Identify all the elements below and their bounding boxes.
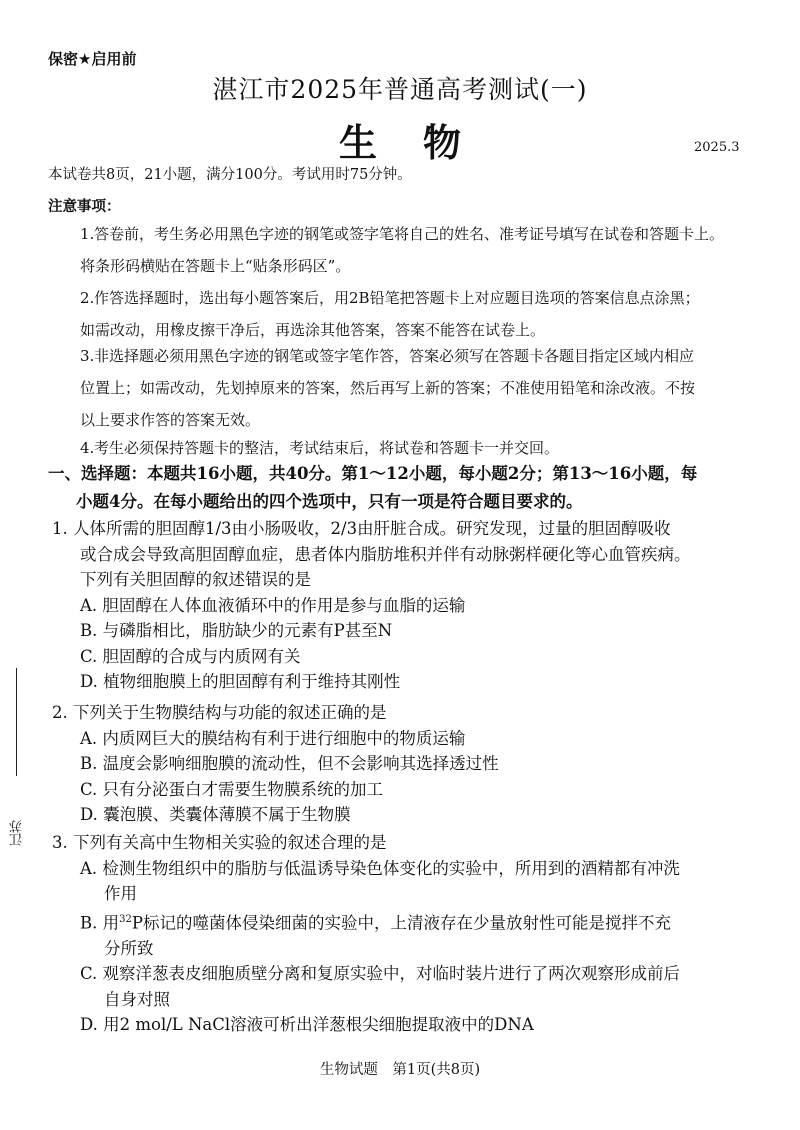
question-3: 3. 下列有关高中生物相关实验的叙述合理的是 A. 检测生物组织中的脂肪与低温诱导染色体变化的实验中，所用到的酒精都有冲洗 作用 B. 用$^{32}$P标记的噬菌体侵染细菌的实验中，上清液存在少量放射性可能是搅拌不充 分所致 C. 观察洋葱表皮细胞质壁分离和复原实验中，对临时装片进行了两次观察形成前后 自身对照 D. 用2 mol/L NaCl溶液可析出洋葱根尖细胞提取液中的DNA — [52, 830, 752, 1038]
question-1: 1. 人体所需的胆固醇1/3由小肠吸收，2/3由肝脏合成。研究发现，过量的胆固醇吸收 或合成会导致高胆固醇血症，患者体内脂肪堆积并伴有动脉粥样硬化等心血管疾病。 下列有关胆固醇的叙述错误的是 A. 胆固醇在人体血液循环中的作用是参与血脂的运输 B. 与磷脂相比，脂肪缺少的元素有P甚至N C. 胆固醇的合成与内质网有关 D. 植物细胞膜上的胆固醇有利于维持其刚性 — [52, 516, 752, 695]
section-heading: 一、选择题：本题共16小题，共40分。第1～12小题，每小题2分；第13～16小题，每 小题4分。在每小题给出的四个选项中，只有一项是符合题目要求的。 — [48, 464, 698, 511]
note-item: 4.考生必须保持答题卡的整洁，考试结束后，将试卷和答题卡一并交回。 — [80, 439, 560, 457]
exam-title: 湛江市2025年普通高考测试(一) — [212, 75, 588, 104]
page-footer: 生物试题 第1页(共8页) — [319, 1062, 481, 1078]
option-d: D. 用2 mol/L NaCl溶液可析出洋葱根尖细胞提取液中的DNA — [80, 1015, 534, 1034]
option-d: D. 囊泡膜、类囊体薄膜不属于生物膜 — [80, 805, 351, 824]
note-item: 2.作答选择题时，选出每小题答案后，用2B铅笔把答题卡上对应题目选项的答案信息点涂黑； 如需改动，用橡皮擦干净后，再选涂其他答案，答案不能答在试卷上。 — [80, 289, 700, 339]
option-c: C. 胆固醇的合成与内质网有关 — [80, 646, 301, 666]
note-item: 3.非选择题必须用黑色字迹的钢笔或签字笔作答，答案必须写在答题卡各题目指定区域内相应 位置上；如需改动，先划掉原来的答案，然后再写上新的答案；不准使用铅笔和涂改液。不按 以上要求作答的答案无效。 — [80, 347, 696, 429]
subject-title: 生物 — [338, 120, 507, 165]
option-a: A. 内质网巨大的膜结构有利于进行细胞中的物质运输 — [80, 728, 466, 748]
exam-date: 2025.3 — [694, 140, 740, 155]
confidential-label: 保密★启用前 — [48, 50, 137, 68]
option-a: A. 检测生物组织中的脂肪与低温诱导染色体变化的实验中，所用到的酒精都有冲洗 — [80, 858, 680, 878]
option-b: B. 温度会影响细胞膜的流动性，但不会影响其选择透过性 — [80, 754, 499, 773]
option-b: B. 与磷脂相比，脂肪缺少的元素有P甚至N — [80, 621, 393, 640]
binding-line — [16, 668, 17, 776]
option-a: A. 胆固醇在人体血液循环中的作用是参与血脂的运输 — [80, 595, 466, 615]
option-c: C. 只有分泌蛋白才需要生物膜系统的加工 — [80, 779, 384, 799]
note-item: 1.答卷前，考生务必用黑色字迹的钢笔或签字笔将自己的姓名、准考证号填写在试卷和答题卡上。 将条形码横贴在答题卡上“贴条形码区”。 — [80, 225, 725, 275]
question-2: 2. 下列关于生物膜结构与功能的叙述正确的是 A. 内质网巨大的膜结构有利于进行细胞中的物质运输 B. 温度会影响细胞膜的流动性，但不会影响其选择透过性 C. 只有分泌蛋白才需要生物膜系统的加工 D. 囊泡膜、类囊体薄膜不属于生物膜 — [52, 700, 752, 828]
option-c: C. 观察洋葱表皮细胞质壁分离和复原实验中，对临时装片进行了两次观察形成前后 — [80, 964, 681, 983]
option-b: B. 用$^{32}$P标记的噬菌体侵染细菌的实验中，上清液存在少量放射性可能是搅拌不充 — [80, 913, 671, 932]
notes-heading: 注意事项： — [48, 198, 121, 215]
option-d: D. 植物细胞膜上的胆固醇有利于维持其刚性 — [80, 672, 401, 691]
exam-info: 本试卷共8页，21小题，满分100分。考试用时75分钟。 — [48, 167, 412, 183]
margin-label: 江苏 — [10, 820, 25, 846]
